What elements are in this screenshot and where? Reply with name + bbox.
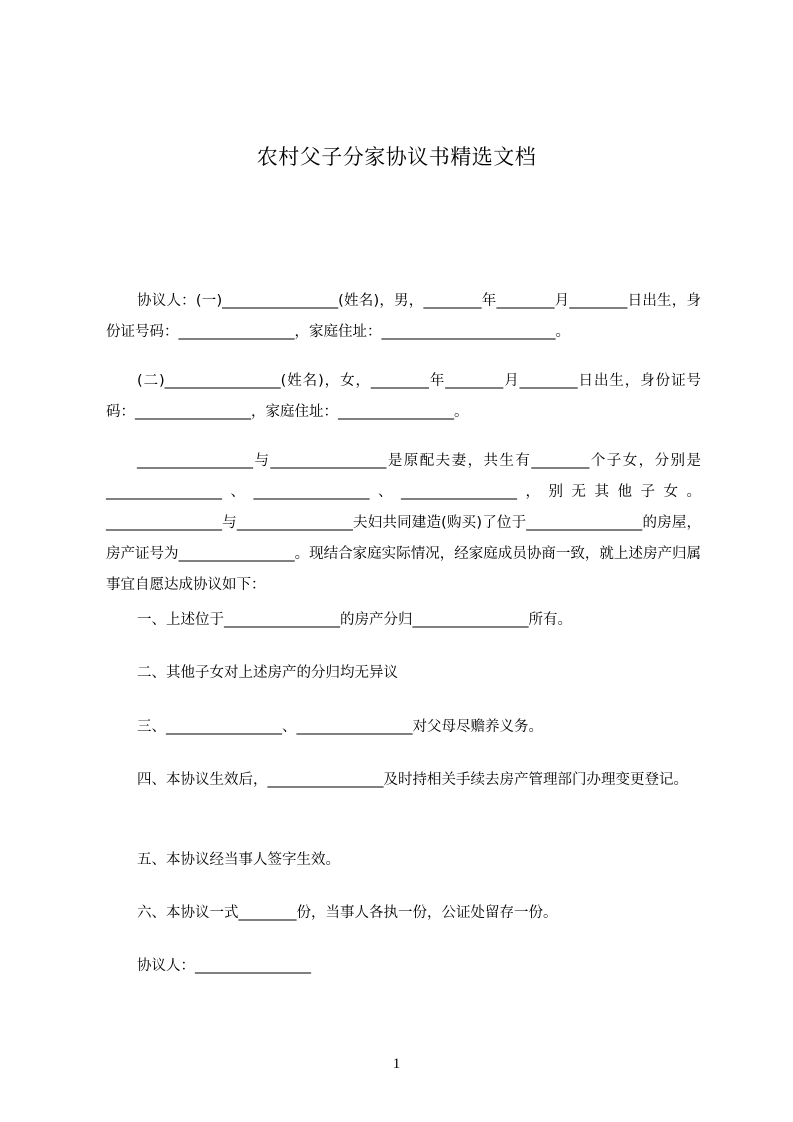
clause-background: ________________与________________是原配夫妻，共生有________个子女，分别是________________、________________、________________，别无其他子女。________________与________________夫妇共同建造(购买)了位于________________的房屋，房产证号为________________。现结合家庭实际情况，经家庭成员协商一致，就上述房产归属事宜自愿达成协议如下： xyxy=(106,453,701,593)
signature-line: 协议人：________________ xyxy=(137,958,311,974)
clause-item-5: 五、本协议经当事人签字生效。 xyxy=(137,852,340,868)
clause-party-two: (二)________________(姓名)，女，________年________月________日出生，身份证号码：________________，家庭住址：________________。 xyxy=(106,373,701,420)
clause-item-3: 三、________________、________________对父母尽赡养义务。 xyxy=(137,719,543,735)
clause-item-1: 一、上述位于________________的房产分归________________所有。 xyxy=(137,612,572,628)
clause-party-one: 协议人：(一)________________(姓名)，男，________年________月________日出生，身份证号码：________________，家庭住址：________________________。 xyxy=(106,293,701,340)
clause-item-4: 四、本协议生效后，________________及时持相关手续去房产管理部门办理变更登记。 xyxy=(137,772,688,788)
clause-item-6: 六、本协议一式________份，当事人各执一份，公证处留存一份。 xyxy=(137,905,558,921)
page-number: 1 xyxy=(392,1056,401,1072)
document-title: 农村父子分家协议书精选文档 xyxy=(256,145,537,169)
clause-item-2: 二、其他子女对上述房产的分归均无异议 xyxy=(137,665,398,681)
